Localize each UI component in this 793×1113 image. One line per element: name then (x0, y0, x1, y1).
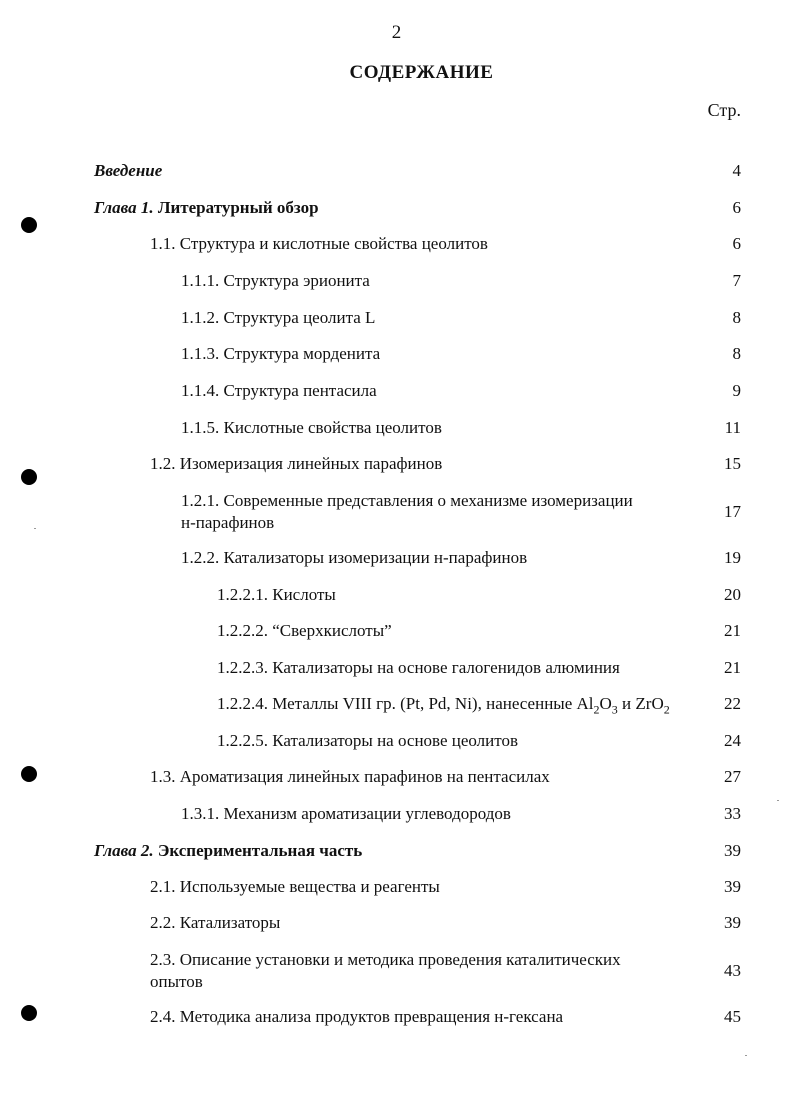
toc-entry-page: 21 (724, 658, 741, 677)
toc-entry-title: 1.1.4. Структура пентасила (181, 381, 377, 400)
toc-entry-title: 1.2. Изомеризация линейных парафинов (150, 454, 443, 473)
toc-entry-page: 11 (724, 418, 741, 437)
subscript: 2 (593, 702, 600, 717)
toc-entry-page: 24 (724, 731, 741, 750)
toc-entry-title: 1.2.2. Катализаторы изомеризации н-парафинов (181, 548, 528, 567)
toc-entry-page: 19 (724, 548, 741, 567)
toc-entry-2-1 (0, 876, 793, 900)
toc-entry-1-2 (0, 453, 793, 477)
punch-hole (21, 469, 37, 485)
toc-entry-page: 15 (724, 454, 741, 473)
chapter-title: Литературный обзор (157, 198, 319, 217)
toc-entry-title (94, 197, 319, 219)
toc-entry-title: 1.1.2. Структура цеолита L (181, 308, 376, 327)
toc-entry-title: Введение (94, 161, 163, 180)
toc-entry-1-1 (0, 233, 793, 257)
toc-entry-title: 1.1.1. Структура эрионита (181, 271, 370, 290)
toc-entry-page: 17 (724, 502, 741, 521)
punch-hole (21, 217, 37, 233)
page-number: 2 (391, 22, 402, 43)
toc-entry-1-2-2-5 (0, 730, 793, 754)
subscript: 3 (611, 702, 618, 717)
toc-entry-1-2-2-2 (0, 620, 793, 644)
toc-entry-title: 1.1.5. Кислотные свойства цеолитов (181, 418, 442, 437)
scan-speck (34, 528, 36, 529)
toc-entry-page: 39 (724, 913, 741, 932)
toc-entry-1-2-2-3 (0, 657, 793, 681)
toc-entry-page: 20 (724, 585, 741, 604)
toc-entry-title (217, 693, 670, 715)
toc-entry-title (94, 840, 362, 862)
punch-hole (21, 766, 37, 782)
title-part: 1.2.2.4. Металлы VIII гр. (Pt, Pd, Ni), нанесенные Al (217, 694, 594, 713)
toc-entry-2-2 (0, 912, 793, 936)
toc-entry-page: 6 (732, 234, 741, 253)
toc-entry-title: 2.4. Методика анализа продуктов превращения н-гексана (150, 1007, 564, 1026)
toc-entry-title: 2.1. Используемые вещества и реагенты (150, 877, 440, 896)
title-part: O (599, 694, 612, 713)
chapter-title: Экспериментальная часть (157, 841, 363, 860)
toc-entry-2-4 (0, 1006, 793, 1030)
toc-entry-page: 39 (724, 877, 741, 896)
toc-entry-title: 2.3. Описание установки и методика проведения каталитических опытов (150, 950, 621, 991)
toc-entry-page: 8 (732, 344, 741, 363)
page-title: СОДЕРЖАНИЕ (349, 62, 494, 83)
toc-entry-chapter-1 (0, 197, 793, 221)
toc-entry-title: 1.2.2.1. Кислоты (217, 585, 336, 604)
toc-entry-title: 1.2.2.2. “Сверхкислоты” (217, 621, 392, 640)
toc-entry-1-1-5 (0, 417, 793, 441)
toc-entry-1-1-1 (0, 270, 793, 294)
toc-entry-1-2-2-1 (0, 584, 793, 608)
toc-entry-title: 1.3. Ароматизация линейных парафинов на пентасилах (150, 767, 550, 786)
toc-entry-intro (0, 160, 793, 184)
toc-entry-page: 9 (732, 381, 741, 400)
toc-entry-page: 8 (732, 308, 741, 327)
toc-entry-1-1-2 (0, 307, 793, 331)
toc-entry-1-1-4 (0, 380, 793, 404)
toc-entry-title: 1.3.1. Механизм ароматизации углеводородов (181, 804, 511, 823)
toc-entry-page: 43 (724, 961, 741, 980)
toc-entry-page: 27 (724, 767, 741, 786)
toc-entry-2-3 (0, 949, 793, 995)
toc-entry-page: 39 (724, 841, 741, 860)
toc-entry-title: 1.2.1. Современные представления о механизме изомеризации н-парафинов (181, 491, 633, 532)
toc-entry-chapter-2 (0, 840, 793, 864)
toc-entry-title: 2.2. Катализаторы (150, 913, 281, 932)
title-part: и ZrO (617, 694, 664, 713)
toc-entry-page: 7 (732, 271, 741, 290)
toc-entry-title: 1.2.2.5. Катализаторы на основе цеолитов (217, 731, 518, 750)
toc-entry-title: 1.1.3. Структура морденита (181, 344, 381, 363)
toc-entry-1-1-3 (0, 343, 793, 367)
subscript: 2 (663, 702, 670, 717)
toc-entry-1-3 (0, 766, 793, 790)
chapter-prefix: Глава 2. (94, 841, 154, 860)
chapter-prefix: Глава 1. (94, 198, 154, 217)
toc-entry-page: 22 (724, 694, 741, 713)
toc-entry-1-2-2-4 (0, 693, 793, 717)
toc-entry-page: 33 (724, 804, 741, 823)
toc-entry-page: 21 (724, 621, 741, 640)
toc-entry-1-2-2 (0, 547, 793, 571)
page-column-label: Стр. (707, 100, 741, 120)
toc-entry-1-3-1 (0, 803, 793, 827)
toc-entry-page: 4 (732, 161, 741, 180)
scan-speck (745, 1055, 747, 1056)
toc-entry-title: 1.2.2.3. Катализаторы на основе галогенидов алюминия (217, 658, 620, 677)
toc-entry-page: 6 (732, 198, 741, 217)
toc-entry-1-2-1 (0, 490, 793, 536)
punch-hole (21, 1005, 37, 1021)
toc-entry-page: 45 (724, 1007, 741, 1026)
toc-entry-title: 1.1. Структура и кислотные свойства цеолитов (150, 234, 488, 253)
scan-speck (777, 800, 779, 801)
